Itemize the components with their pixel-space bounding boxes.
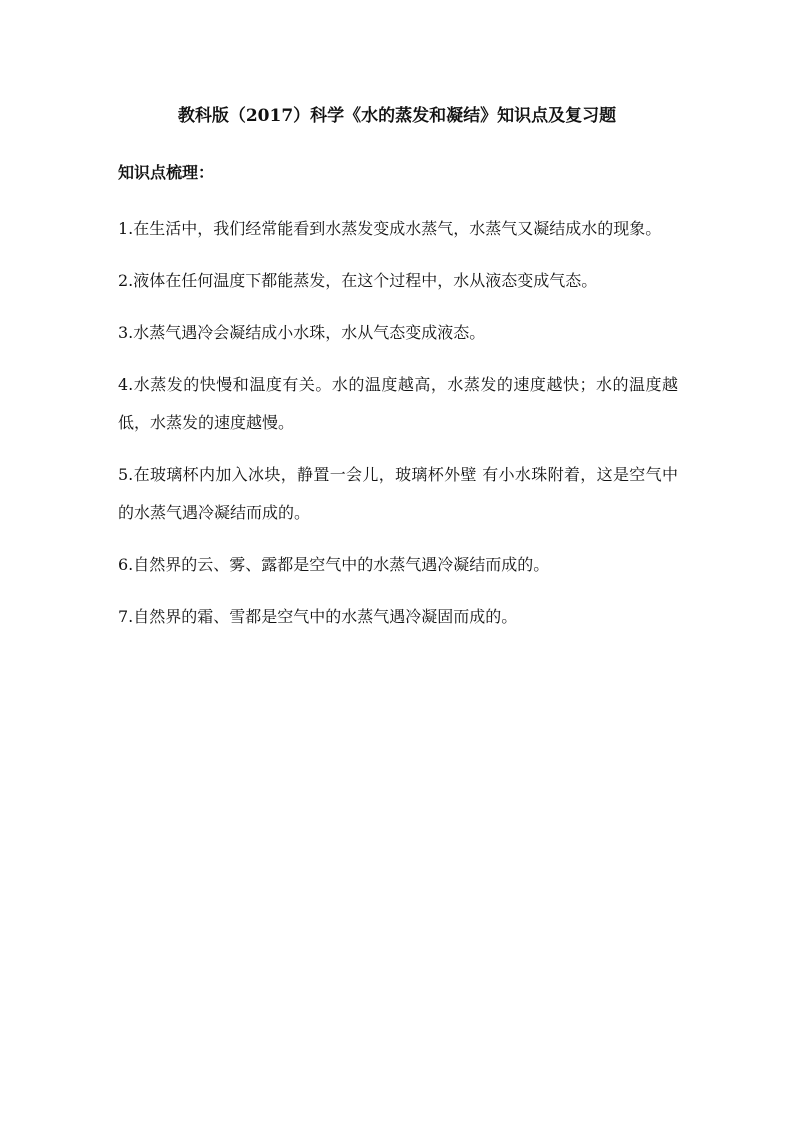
section-heading: 知识点梳理：	[118, 163, 215, 182]
knowledge-point-1: 1.在生活中，我们经常能看到水蒸发变成水蒸气，水蒸气又凝结成水的现象。	[118, 219, 662, 238]
knowledge-point-3: 3.水蒸气遇冷会凝结成小水珠，水从气态变成液态。	[118, 323, 486, 342]
knowledge-point-5: 5.在玻璃杯内加入冰块，静置一会儿，玻璃杯外壁 有小水珠附着，这是空气中的水蒸气遇冷凝结而成的。	[118, 465, 678, 522]
knowledge-point-2: 2.液体在任何温度下都能蒸发，在这个过程中，水从液态变成气态。	[118, 271, 598, 290]
document-title: 教科版（2017）科学《水的蒸发和凝结》知识点及复习题	[177, 106, 617, 126]
knowledge-point-list	[118, 210, 678, 650]
knowledge-point-6: 6.自然界的云、雾、露都是空气中的水蒸气遇冷凝结而成的。	[118, 555, 550, 574]
knowledge-point-4: 4.水蒸发的快慢和温度有关。水的温度越高，水蒸发的速度越快；水的温度越低，水蒸发的速度越慢。	[118, 375, 678, 432]
knowledge-point-7: 7.自然界的霜、雪都是空气中的水蒸气遇冷凝固而成的。	[118, 607, 518, 626]
